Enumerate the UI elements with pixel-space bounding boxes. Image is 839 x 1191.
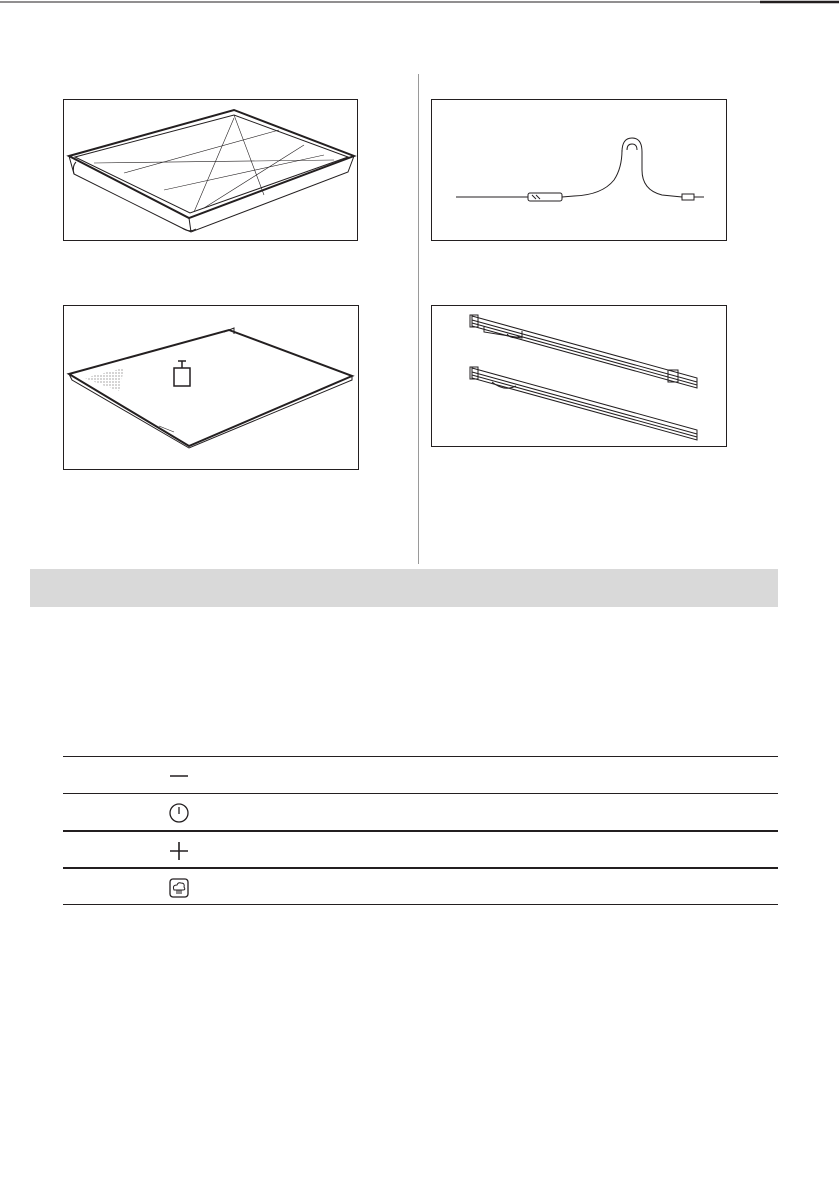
- flat-sheet-icon: [64, 306, 360, 471]
- baking-tray-icon: [64, 100, 359, 242]
- table-row: [63, 756, 778, 793]
- control-keys-table: [63, 756, 778, 905]
- table-bottom-rule: [63, 904, 778, 905]
- baking-tray-figure: [63, 99, 358, 241]
- runner-rails-icon: [432, 306, 728, 448]
- flat-sheet-figure: [63, 305, 359, 470]
- table-row: [63, 830, 778, 867]
- plus-icon: [168, 840, 190, 862]
- clock-icon: [168, 802, 190, 824]
- runner-rails-figure: [431, 305, 727, 447]
- food-probe-icon: [432, 100, 728, 242]
- table-row: [63, 793, 778, 830]
- table-row: [63, 867, 778, 904]
- food-probe-figure: [431, 99, 727, 241]
- section-header-bar: [30, 569, 778, 607]
- column-separator: [418, 74, 419, 564]
- minus-icon: [168, 765, 190, 787]
- top-rule: [0, 0, 839, 10]
- steam-icon: [168, 877, 190, 899]
